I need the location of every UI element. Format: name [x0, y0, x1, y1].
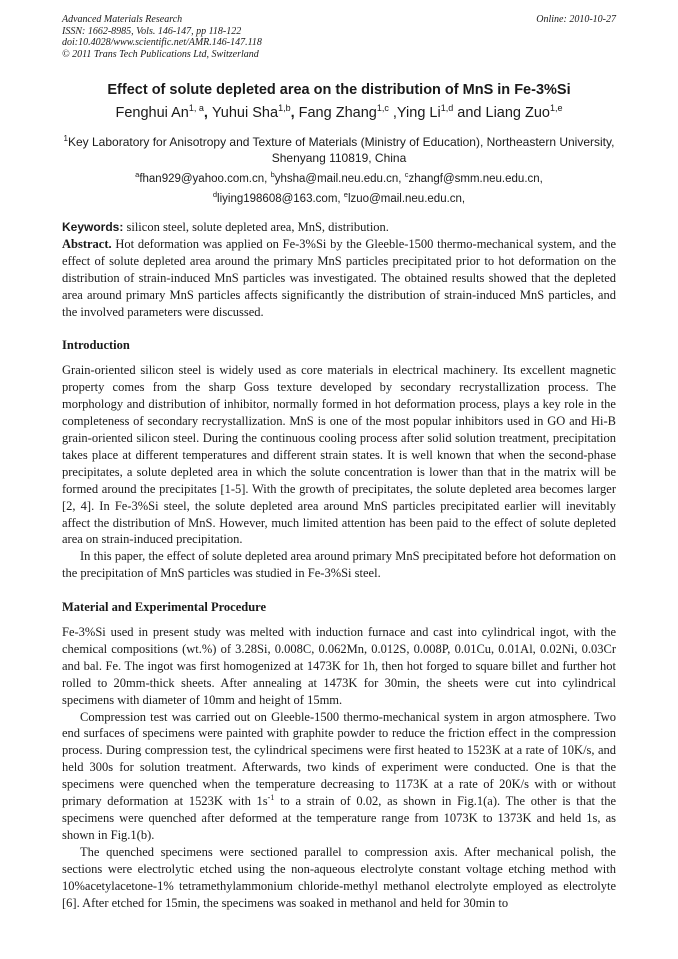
- section-heading-introduction: Introduction: [62, 338, 130, 353]
- rate-exponent: -1: [267, 792, 275, 802]
- author-name: Liang Zuo: [485, 104, 550, 121]
- methods-paragraph-2-a: Compression test was carried out on Gleeble-1500 thermo-mechanical system in argon atmosphere. Two end surfaces of specimens were painted with graphite powder to reduce the friction effect in the compression process. During compression test, the cylindrical specimens were first heated to 1523K at a rate of 10K/s, and held 300s for solution treatment. Afterwards, two kinds of experiment were conducted. One is that the specimens were quenched when the temperature decreasing to 1173K at a rate of 20K/s with or without primary deformation at 1523K with 1s: [62, 709, 616, 809]
- journal-name: Advanced Materials Research: [62, 14, 183, 25]
- email-list: [62, 167, 616, 207]
- author-name: Fenghui An: [115, 104, 189, 121]
- author-sup: 1, a: [188, 103, 204, 113]
- email-sup: c: [404, 170, 409, 179]
- methods-paragraph-2-b: to a strain of 0.02, as shown in Fig.1(a). The other is that the specimens were quenched after deformed at the temperature range from 1073K to 1373K and held 1s, as shown in Fig.1(b).: [62, 794, 616, 842]
- email-address[interactable]: liying198608@163.com,: [217, 192, 341, 205]
- intro-paragraph-2: In this paper, the effect of solute depleted area around primary MnS precipitated before hot deformation on the precipitation of MnS particles was studied in Fe-3%Si steel.: [62, 549, 616, 581]
- affiliation: [62, 131, 616, 166]
- keywords-text: silicon steel, solute depleted area, MnS, distribution.: [126, 220, 389, 234]
- abstract: [62, 236, 616, 321]
- keywords-label: Keywords:: [62, 220, 124, 234]
- doi-line[interactable]: doi:10.4028/www.scientific.net/AMR.146-147.118: [62, 37, 262, 48]
- author-sup: 1,d: [440, 103, 454, 113]
- email-sup: d: [212, 189, 218, 199]
- intro-paragraph-1: Grain-oriented silicon steel is widely used as core materials in electrical machinery. Its excellent magnetic property comes from the sharp Goss texture developed by secondary recrystallization process. The morphology and distribution of inhibitor, normally formed in hot deformation process, plays a key role in the completeness of secondary recrystallization. MnS is one of the most popular inhibitors used in GO and Hi-B grain-oriented silicon steel. During the continuous cooling process after solid solution treatment, precipitation takes place at different temperatures and different strain states. It is well known that when the second-phase precipitates, a solute depleted area in which the solute concentration is lower than that in the matrix will be formed around the precipitates [1-5]. With the growth of precipitates, the solute depleted area becomes larger [2, 4]. In Fe-3%Si steel, the solute depleted area around MnS particles precipitated earlier will inevitably affect the distribution of MnS. However, much limited attention has been paid to the effect of solute depleted area on strain-induced precipitation.: [62, 363, 616, 547]
- email-address[interactable]: fhan929@yahoo.com.cn,: [139, 172, 268, 185]
- author-sup: 1,e: [550, 103, 563, 113]
- email-address[interactable]: zhangf@smm.neu.edu.cn,: [408, 172, 543, 185]
- methods-paragraph-1: Fe-3%Si used in present study was melted with induction furnace and cast into cylindrical ingot, with the chemical compositions (wt.%) of 3.28Si, 0.008C, 0.062Mn, 0.012S, 0.008P, 0.01Cu, 0.01Al, 0.02Ni, 0.03Cr and bal. Fe. The ingot was first homogenized at 1473K for 1h, then hot forged to square billet and further hot rolled to 20mm-thick sheets. After annealing at 1473K for 30min, the sheets were cut into cylindrical specimens with diameter of 10mm and height of 15mm.: [62, 625, 616, 707]
- abstract-text: Hot deformation was applied on Fe-3%Si by the Gleeble-1500 thermo-mechanical system, and the effect of solute depleted area around the primary MnS particles precipitated prior to hot deformation on the distribution of strain-induced MnS particles was investigated. The obtained results showed that the depleted area around primary MnS particles affects significantly the distribution of strain-induced MnS particles, and the involved parameters were discussed.: [62, 236, 616, 319]
- author-list: Fenghui An$^{1, a}$, Yuhui Sha$^{1,b}$, Fang Zhang$^{1,c}$ ,Ying Li$^{1,d}$ and Liang Zuo$^{1,e}$: [115, 103, 563, 121]
- journal-header: [62, 14, 616, 60]
- email-sup: b: [270, 170, 275, 179]
- methods-paragraph-3: The quenched specimens were sectioned parallel to compression axis. After mechanical polish, the sections were electrolytic etched using the non-aqueous electrolyte constant voltage etching method with 10%acetylacetone-1% tetramethylammonium chloride-methyl methanol electrolyte employed as electrolyte [6]. After etched for 15min, the specimens was soaked in methanol and held for 30min to: [62, 844, 616, 910]
- paper-title: Effect of solute depleted area on the distribution of MnS in Fe-3%Si: [107, 82, 571, 98]
- author-sup: 1,c: [376, 103, 389, 113]
- methods-paragraph-2: [62, 709, 616, 844]
- affiliation-sup: 1: [63, 134, 68, 143]
- online-date: Online: 2010-10-27: [536, 14, 616, 25]
- email-address[interactable]: lzuo@mail.neu.edu.cn,: [347, 192, 466, 205]
- email-sup: a: [135, 170, 140, 179]
- copyright-line: © 2011 Trans Tech Publications Ltd, Switzerland: [62, 48, 259, 60]
- author-sup: 1,b: [278, 103, 291, 113]
- paper-body: [62, 219, 616, 911]
- author-name: Yuhui Sha: [211, 104, 279, 121]
- author-name: Ying Li: [396, 104, 441, 121]
- author-name: Fang Zhang: [298, 104, 377, 121]
- email-address[interactable]: yhsha@mail.neu.edu.cn,: [274, 172, 402, 185]
- section-heading-methods: Material and Experimental Procedure: [62, 600, 267, 615]
- abstract-label: Abstract.: [62, 236, 112, 251]
- email-sup: e: [343, 189, 348, 199]
- affiliation-text: Key Laboratory for Anisotropy and Texture of Materials (Ministry of Education), Northeastern University, Shenyang 110819, China: [67, 135, 615, 165]
- issn-line: ISSN: 1662-8985, Vols. 146-147, pp 118-122: [62, 25, 242, 37]
- keywords: [62, 219, 616, 236]
